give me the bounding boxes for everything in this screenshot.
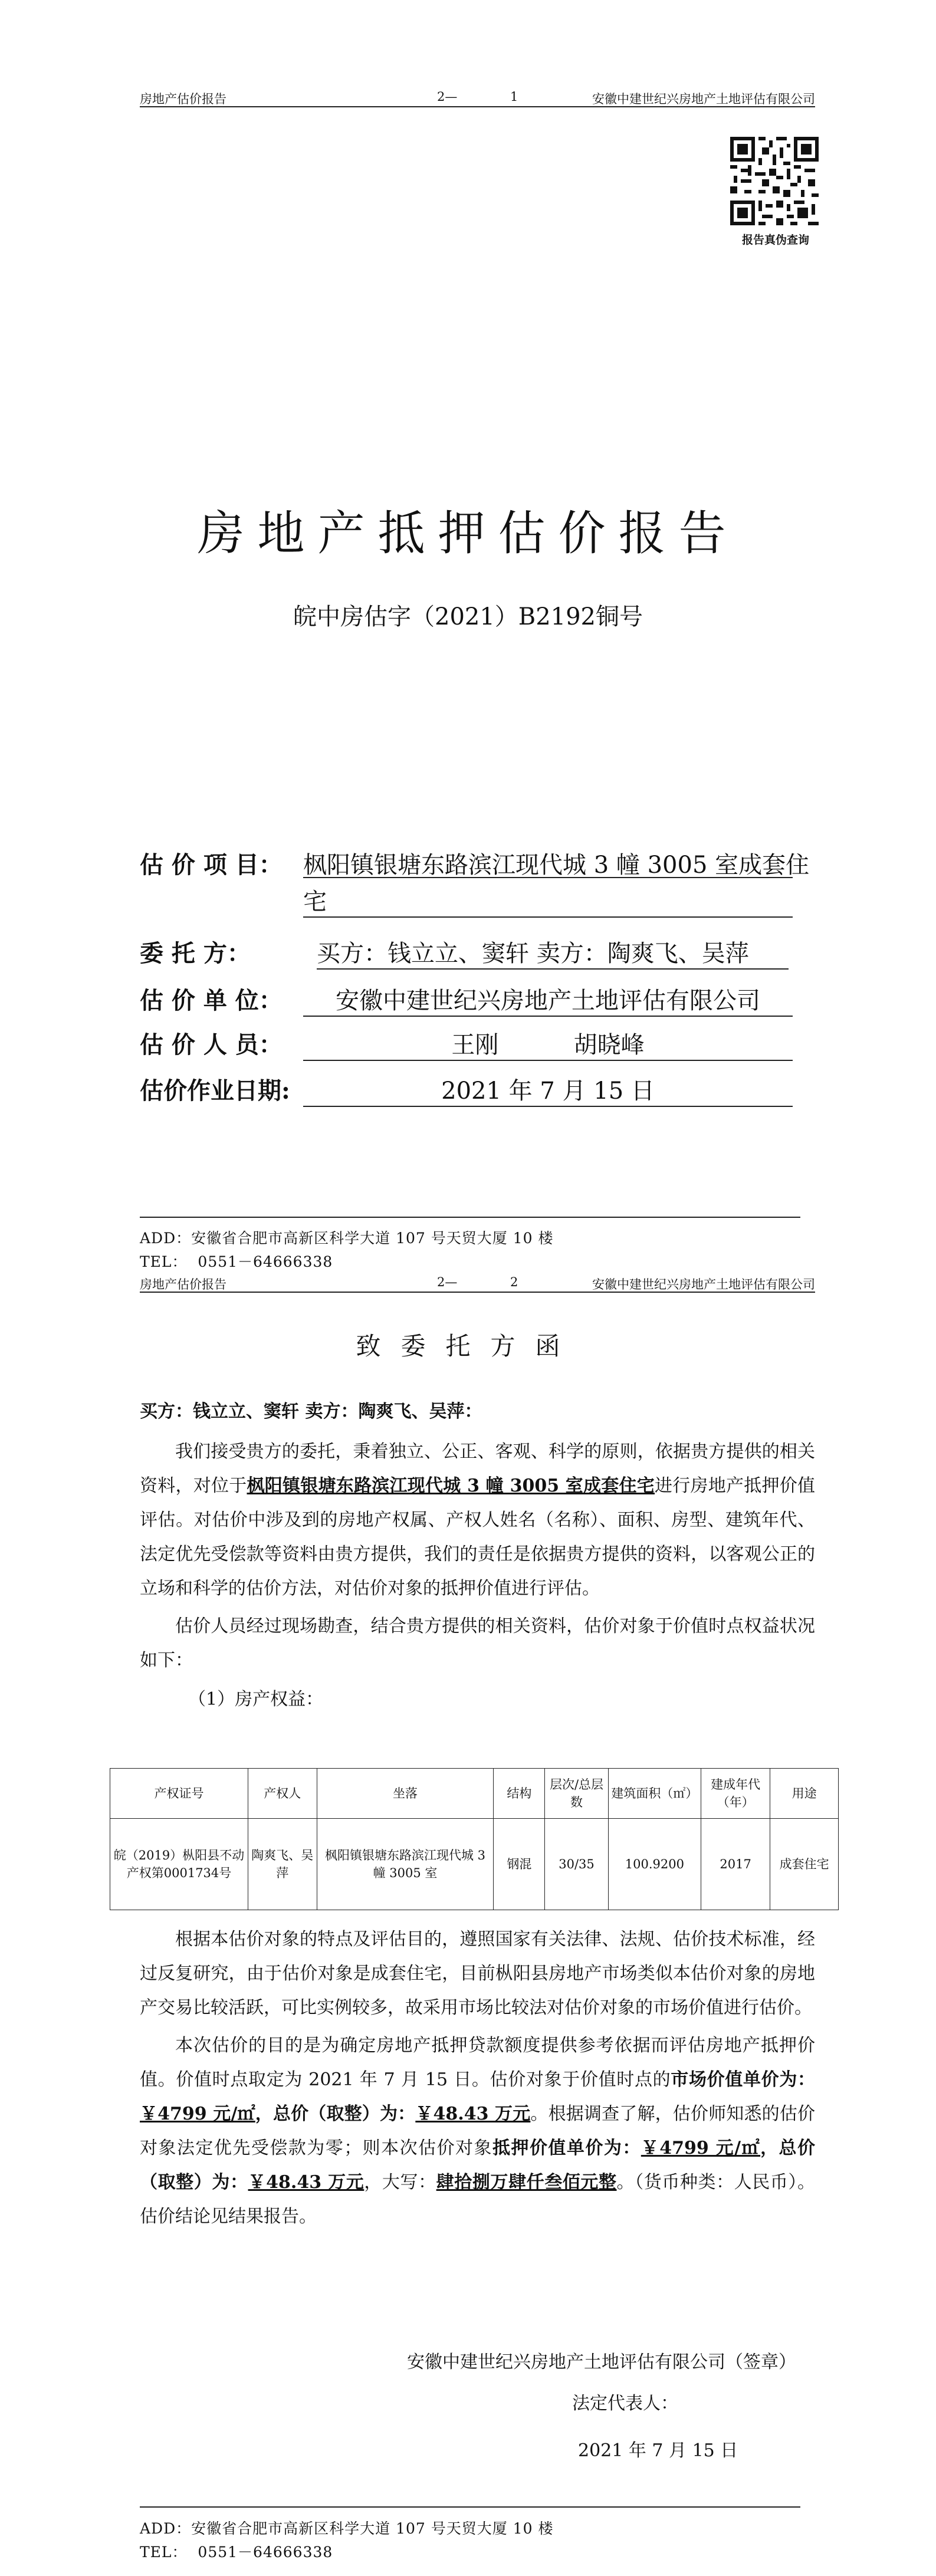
header-right: 安徽中建世纪兴房地产土地评估有限公司 — [592, 1277, 815, 1292]
col-usage: 用途 — [770, 1769, 839, 1819]
letter-paragraph-4: 本次估价的目的是为确定房地产抵押贷款额度提供参考依据而评估房地产抵押价值。价值时点取定为 2021 年 7 月 15 日。估价对象于价值时点的市场价值单价为：￥4799 元/㎡，总价（取整）为：￥48.43 万元。根据调查了解，估价师知悉的估价对象法定优先受偿款为零；则本次估价对象抵押价值单价为：￥4799 元/㎡，总价（取整）为：￥48.43 万元，大写：肆拾捌万肆仟叁佰元整。（货币种类：人民币）。估价结论见结果报告。 — [140, 2035, 816, 2227]
table-row — [110, 1819, 839, 1910]
header-right: 安徽中建世纪兴房地产土地评估有限公司 — [592, 92, 815, 106]
col-floor: 层次/总层数 — [545, 1769, 609, 1819]
letter-date: 2021 年 7 月 15 日 — [578, 2440, 738, 2461]
field-project-value: 枫阳镇银塘东路滨江现代城 3 幢 3005 室成套住 — [303, 852, 810, 879]
mortgage-total-price: ￥48.43 万元 — [248, 2172, 364, 2193]
letter-paragraph-3: 根据本估价对象的特点及评估目的，遵照国家有关法律、法规、估价技术标准，经过反复研究，由于估价对象是成套住宅，目前枞阳县房地产市场类似本估价对象的房地产交易比较活跃，可比实例较多，故采用市场比较法对估价对象的市场价值进行估价。 — [140, 1929, 815, 2018]
market-total-price: ￥48.43 万元 — [415, 2104, 531, 2124]
qr-caption: 报告真伪查询 — [741, 234, 809, 247]
property-rights-table — [110, 1768, 839, 1910]
field-appraisers-value: 王刚 胡晓峰 — [303, 1026, 793, 1061]
cover-page — [0, 0, 936, 1286]
field-date-label: 估价作业日期: — [140, 1077, 290, 1105]
field-date-value: 2021 年 7 月 15 日 — [303, 1072, 793, 1107]
col-owner: 产权人 — [248, 1769, 317, 1819]
cell-year: 2017 — [701, 1819, 770, 1910]
header-left: 房地产估价报告 — [140, 92, 226, 106]
header-left: 房地产估价报告 — [140, 1277, 226, 1292]
table-header-row — [110, 1769, 839, 1819]
field-appraisers-label: 估 价 人 员： — [140, 1031, 283, 1059]
header-page-number: 1 — [510, 90, 518, 104]
report-number: 皖中房估字（2021）B2192铜号 — [293, 603, 643, 630]
letter-title: 致委托方函 — [356, 1332, 580, 1361]
amount-in-words: 肆拾捌万肆仟叁佰元整 — [436, 2172, 617, 2193]
header-center: 2— — [437, 90, 458, 104]
mortgage-unit-price: ￥4799 元/㎡ — [641, 2138, 761, 2158]
col-year: 建成年代（年） — [701, 1769, 770, 1819]
footer-tel: TEL： 0551－64666338 — [140, 2544, 333, 2561]
cell-owner: 陶爽飞、吴萍 — [248, 1819, 317, 1910]
col-cert-no: 产权证号 — [110, 1769, 248, 1819]
cell-area: 100.9200 — [608, 1819, 701, 1910]
col-location: 坐落 — [317, 1769, 494, 1819]
header-page-number: 2 — [510, 1275, 518, 1289]
field-company-label: 估 价 单 位： — [140, 987, 283, 1014]
field-project-underline — [303, 877, 793, 878]
cell-cert-no: 皖（2019）枞阳县不动产权第0001734号 — [110, 1819, 248, 1910]
market-unit-price: ￥4799 元/㎡ — [140, 2104, 255, 2124]
letter-paragraph-1: 我们接受贵方的委托，秉着独立、公正、客观、科学的原则，依据贵方提供的相关资料，对位于枫阳镇银塘东路滨江现代城 3 幢 3005 室成套住宅进行房地产抵押价值评估。对估价中涉及到的房地产权属、产权人姓名（名称）、面积、房型、建筑年代、法定优先受偿款等资料由贵方提供，我们的责任是依据贵方提供的资料，以客观公正的立场和科学的估价方法，对估价对象的抵押价值进行评估。 — [140, 1441, 816, 1599]
letter-body-bottom — [140, 1923, 815, 2234]
field-project-label: 估 价 项 目： — [140, 851, 283, 879]
letter-body-top — [140, 1395, 815, 1717]
footer-address: ADD：安徽省合肥市高新区科学大道 107 号天贸大厦 10 楼 — [140, 1230, 554, 1247]
col-structure: 结构 — [494, 1769, 545, 1819]
page2-header — [140, 1274, 815, 1293]
letter-salutation: 买方：钱立立、窦轩 卖方：陶爽飞、吴萍： — [140, 1401, 482, 1422]
cell-location: 枫阳镇银塘东路滨江现代城 3 幢 3005 室 — [317, 1819, 494, 1910]
field-project-value-line2: 宅 — [303, 883, 793, 918]
header-center: 2— — [437, 1275, 458, 1289]
report-title: 房地产抵押估价报告 — [197, 506, 739, 561]
property-address: 枫阳镇银塘东路滨江现代城 3 幢 3005 室成套住宅 — [247, 1476, 655, 1496]
cell-floor: 30/35 — [545, 1819, 609, 1910]
footer-divider — [140, 2506, 800, 2508]
field-client-label: 委 托 方： — [140, 939, 251, 967]
footer-divider — [140, 1217, 800, 1218]
letter-paragraph-2: 估价人员经过现场勘查，结合贵方提供的相关资料，估价对象于价值时点权益状况如下： — [140, 1616, 815, 1671]
footer-tel: TEL： 0551－64666338 — [140, 1253, 333, 1270]
qr-code-icon[interactable] — [730, 137, 819, 225]
footer-address: ADD：安徽省合肥市高新区科学大道 107 号天贸大厦 10 楼 — [140, 2520, 554, 2537]
legal-representative: 法定代表人： — [572, 2393, 678, 2414]
field-client-value: 买方：钱立立、窦轩 卖方：陶爽飞、吴萍 — [317, 935, 789, 970]
field-company-value: 安徽中建世纪兴房地产土地评估有限公司 — [303, 982, 793, 1017]
page-header — [140, 88, 815, 107]
company-signature: 安徽中建世纪兴房地产土地评估有限公司（签章） — [407, 2352, 796, 2373]
cell-usage: 成套住宅 — [770, 1819, 839, 1910]
col-area: 建筑面积（㎡） — [608, 1769, 701, 1819]
cell-structure: 钢混 — [494, 1819, 545, 1910]
rights-label: （1）房产权益： — [188, 1689, 324, 1710]
